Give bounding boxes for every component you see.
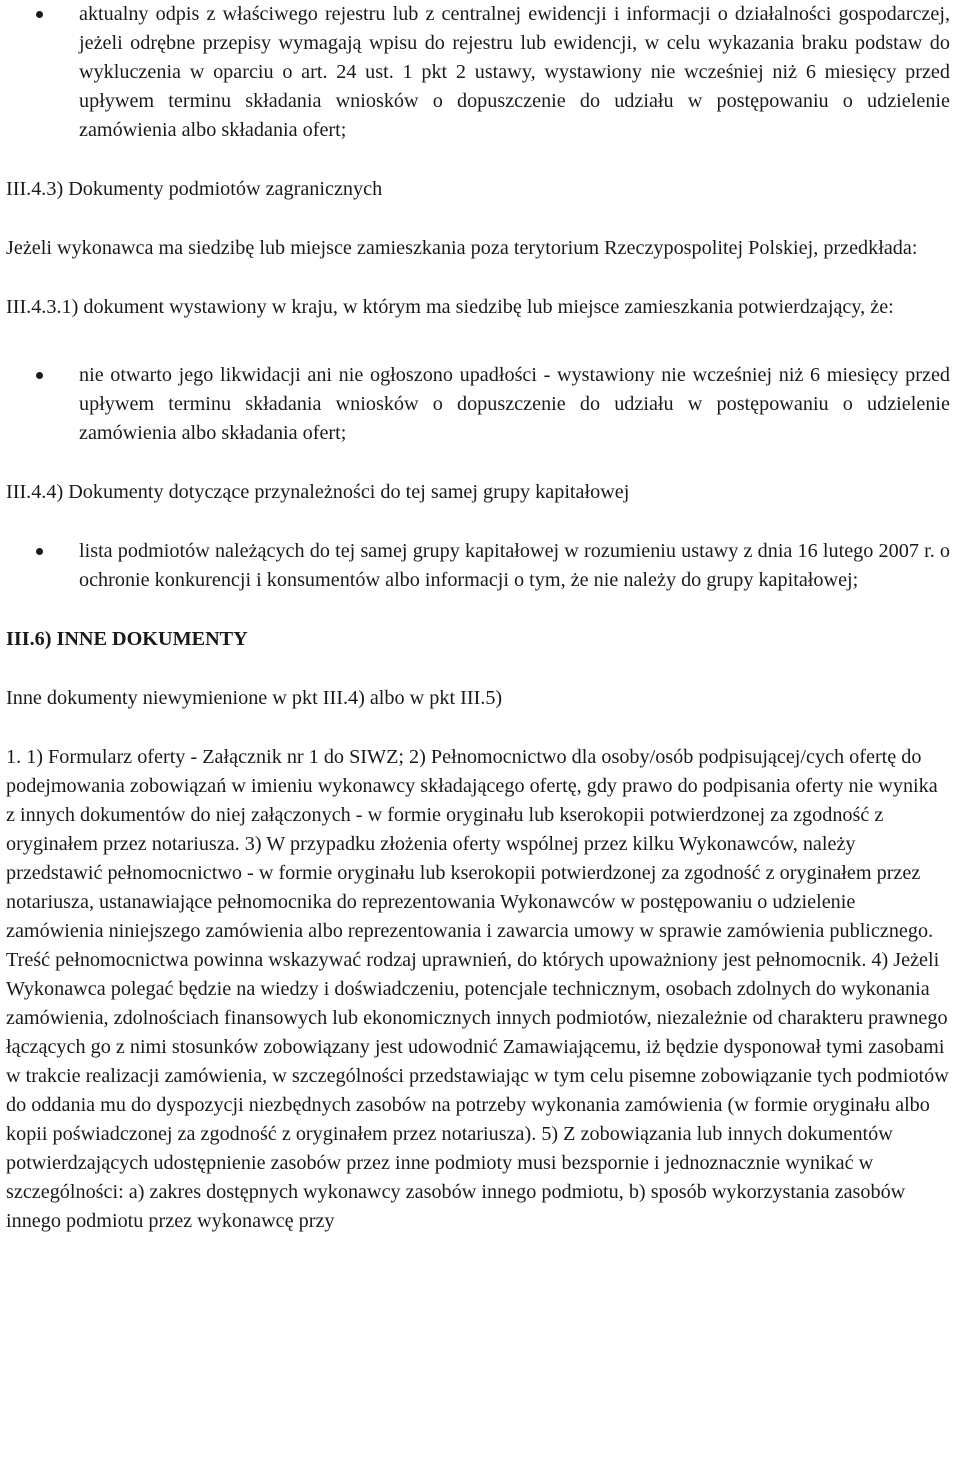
paragraph-jezeli: Jeżeli wykonawca ma siedzibę lub miejsce zamieszkania poza terytorium Rzeczypospolitej Polskiej, przedkłada: [6, 237, 918, 259]
paragraph-iii-4-3-1: III.4.3.1) dokument wystawiony w kraju, w którym ma siedzibę lub miejsce zamieszkania potwierdzający, że: [6, 296, 894, 318]
bullet-text-likwidacji: nie otwarto jego likwidacji ani nie ogłoszono upadłości - wystawiony nie wcześniej niż 6 miesięcy przed upływem terminu składania wniosków o dopuszczenie do udziału w postępowaniu o udzielenie zamówienia albo składania ofert; [79, 364, 950, 444]
section-heading-iii-4-3: III.4.3) Dokumenty podmiotów zagranicznych [6, 178, 383, 200]
list-item [6, 537, 950, 595]
bullet-icon [36, 11, 43, 18]
bullet-icon [36, 372, 43, 379]
bullet-icon [36, 548, 43, 555]
bullet-text-odpis: aktualny odpis z właściwego rejestru lub z centralnej ewidencji i informacji o działalności gospodarczej, jeżeli odrębne przepisy wymagają wpisu do rejestru lub ewidencji, w celu wykazania braku podstaw do wykluczenia w oparciu o art. 24 ust. 1 pkt 2 ustawy, wystawiony nie wcześniej niż 6 miesięcy przed upływem terminu składania wniosków o dopuszczenie do udziału w postępowaniu o udzielenie zamówienia albo składania ofert; [79, 3, 950, 141]
list-item [6, 0, 950, 145]
document-page [6, 0, 950, 1236]
paragraph-dokumenty-lista: 1. 1) Formularz oferty - Załącznik nr 1 do SIWZ; 2) Pełnomocnictwo dla osoby/osób podpisującej/cych ofertę do podejmowania zobowiązań w imieniu wykonawcy składającego ofertę, gdy prawo do podpisania oferty nie wynika z innych dokumentów do niej załączonych - w formie oryginału lub kserokopii potwierdzonej za zgodność z oryginałem przez notariusza. 3) W przypadku złożenia oferty wspólnej przez kilku Wykonawców, należy przedstawić pełnomocnictwo - w formie oryginału lub kserokopii potwierdzonej za zgodność z oryginałem przez notariusza, ustanawiające pełnomocnika do reprezentowania Wykonawców w postępowaniu o udzielenie zamówienia niniejszego zamówienia albo reprezentowania i zawarcia umowy w sprawie zamówienia publicznego. Treść pełnomocnictwa powinna wskazywać rodzaj uprawnień, do których upoważniony jest pełnomocnik. 4) Jeżeli Wykonawca polegać będzie na wiedzy i doświadczeniu, potencjale technicznym, osobach zdolnych do wykonania zamówienia, zdolnościach finansowych lub ekonomicznych innych podmiotów, niezależnie od charakteru prawnego łączących go z nimi stosunków zobowiązany jest udowodnić Zamawiającemu, iż będzie dysponował tymi zasobami w trakcie realizacji zamówienia, w szczególności przedstawiając w tym celu pisemne zobowiązanie tych podmiotów do oddania mu do dyspozycji niezbędnych zasobów na potrzeby wykonania zamówienia (w formie oryginału albo kopii poświadczonej za zgodność z oryginałem przez notariusza). 5) Z zobowiązania lub innych dokumentów potwierdzających udostępnienie zasobów przez inne podmioty musi bezspornie i jednoznacznie wynikać w szczególności: a) zakres dostępnych wykonawcy zasobów innego podmiotu, b) sposób wykorzystania zasobów innego podmiotu przez wykonawcę przy [6, 746, 949, 1232]
section-heading-iii-6: III.6) INNE DOKUMENTY [6, 628, 248, 650]
section-heading-iii-4-4: III.4.4) Dokumenty dotyczące przynależności do tej samej grupy kapitałowej [6, 481, 630, 503]
list-item [6, 361, 950, 448]
bullet-text-lista: lista podmiotów należących do tej samej grupy kapitałowej w rozumieniu ustawy z dnia 16 lutego 2007 r. o ochronie konkurencji i konsumentów albo informacji o tym, że nie należy do grupy kapitałowej; [79, 540, 950, 591]
paragraph-inne-dokumenty: Inne dokumenty niewymienione w pkt III.4) albo w pkt III.5) [6, 687, 503, 709]
